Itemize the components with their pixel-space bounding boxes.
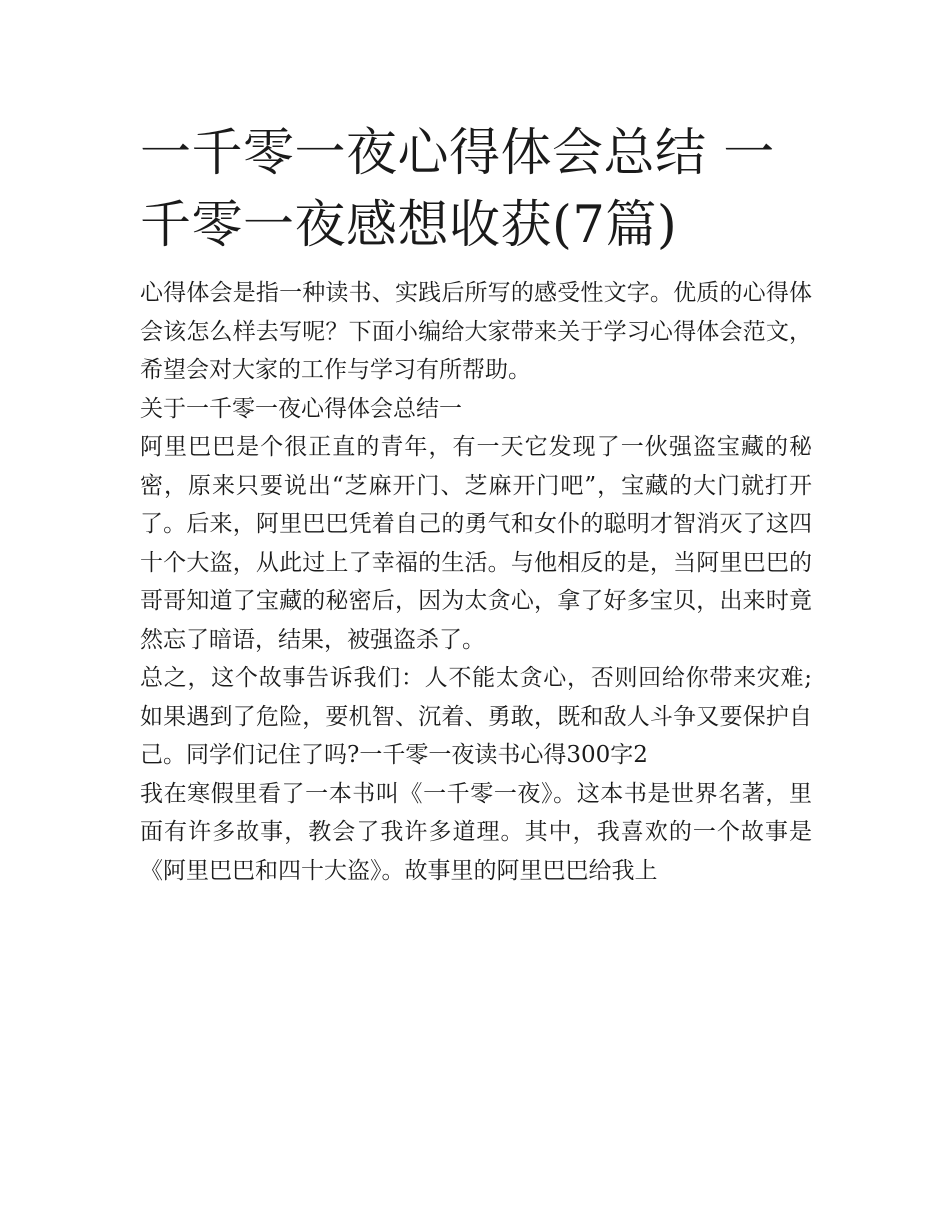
section-heading: 关于一千零一夜心得体会总结一 bbox=[140, 395, 462, 422]
intro-paragraph: 心得体会是指一种读书、实践后所写的感受性文字。优质的心得体会该怎么样去写呢？下面小编给大家带来关于学习心得体会范文，希望会对大家的工作与学习有所帮助。 bbox=[140, 280, 812, 383]
story-paragraph: 阿里巴巴是个很正直的青年，有一天它发现了一伙强盗宝藏的秘密，原来只要说出“芝麻开门、芝麻开门吧”，宝藏的大门就打开了。后来，阿里巴巴凭着自己的勇气和女仆的聪明才智消灭了这四十个大盗，从此过上了幸福的生活。与他相反的是，当阿里巴巴的哥哥知道了宝藏的秘密后，因为太贪心，拿了好多宝贝，出来时竟然忘了暗语，结果，被强盗杀了。 bbox=[140, 434, 812, 653]
essay-two-paragraph: 我在寒假里看了一本书叫《一千零一夜》。这本书是世界名著，里面有许多故事，教会了我许多道理。其中，我喜欢的一个故事是《阿里巴巴和四十大盗》。故事里的阿里巴巴给我上 bbox=[140, 780, 812, 884]
document-page bbox=[140, 118, 812, 890]
conclusion-paragraph: 总之，这个故事告诉我们：人不能太贪心，否则回给你带来灾难;如果遇到了危险，要机智、沉着、勇敢，既和敌人斗争又要保护自己。同学们记住了吗?一千零一夜读书心得300字2 bbox=[140, 665, 812, 768]
document-title: 一千零一夜心得体会总结 一千零一夜感想收获(7篇) bbox=[140, 124, 775, 255]
